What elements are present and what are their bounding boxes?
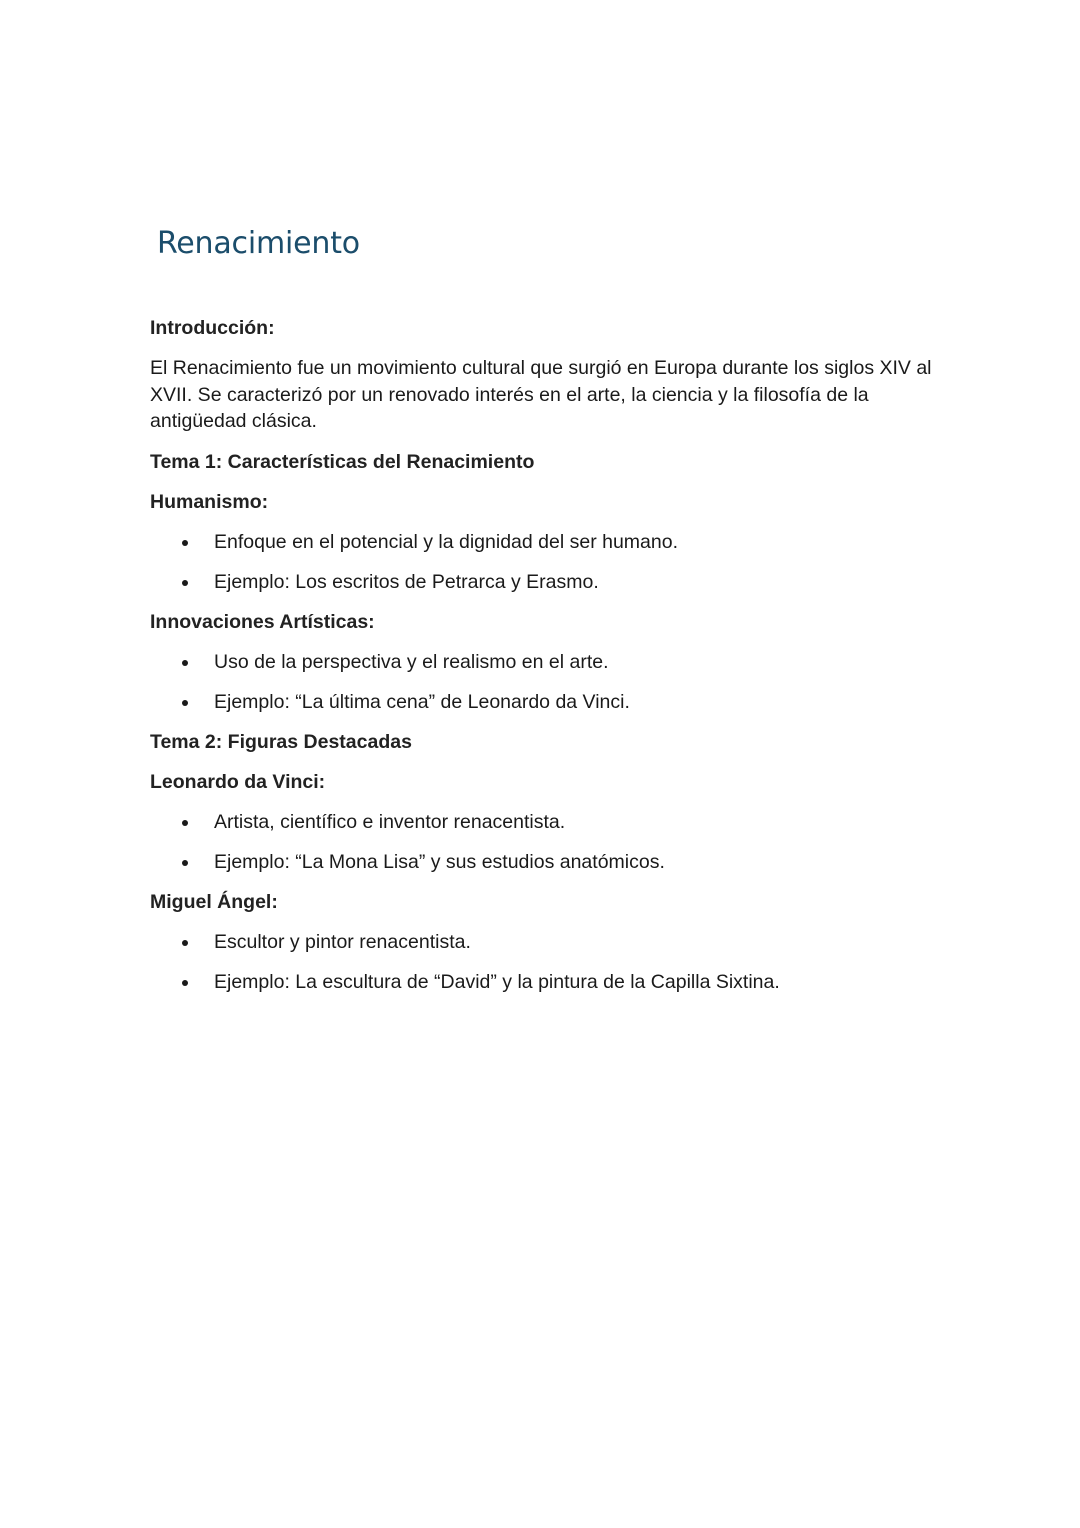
- list-item-text: Uso de la perspectiva y el realismo en el arte.: [214, 650, 609, 673]
- list-item: [150, 689, 950, 715]
- list-item: [150, 969, 950, 995]
- innovaciones-heading: Innovaciones Artísticas:: [150, 610, 375, 633]
- theme2-heading: Tema 2: Figuras Destacadas: [150, 730, 412, 753]
- list-item: [150, 809, 950, 835]
- list-item: [150, 569, 950, 595]
- miguel-heading: Miguel Ángel:: [150, 890, 278, 913]
- leonardo-list: [150, 809, 950, 875]
- theme1-heading: Tema 1: Características del Renacimiento: [150, 450, 535, 473]
- document-title: Renacimiento: [157, 226, 360, 261]
- list-item-text: Escultor y pintor renacentista.: [214, 930, 471, 953]
- bullet-icon: [182, 580, 188, 586]
- bullet-icon: [182, 820, 188, 826]
- bullet-icon: [182, 660, 188, 666]
- list-item-text: Enfoque en el potencial y la dignidad del ser humano.: [214, 530, 678, 553]
- bullet-icon: [182, 940, 188, 946]
- innovaciones-list: [150, 649, 950, 715]
- miguel-list: [150, 929, 950, 995]
- humanismo-heading: Humanismo:: [150, 490, 269, 513]
- bullet-icon: [182, 980, 188, 986]
- intro-heading: Introducción:: [150, 317, 275, 339]
- leonardo-heading: Leonardo da Vinci:: [150, 770, 326, 793]
- humanismo-list: [150, 529, 950, 595]
- list-item-text: Ejemplo: “La Mona Lisa” y sus estudios anatómicos.: [214, 850, 665, 873]
- list-item-text: Ejemplo: La escultura de “David” y la pintura de la Capilla Sixtina.: [214, 970, 780, 993]
- list-item-text: Artista, científico e inventor renacentista.: [214, 810, 566, 833]
- document-body: [150, 315, 950, 995]
- list-item: [150, 649, 950, 675]
- bullet-icon: [182, 540, 188, 546]
- list-item-text: Ejemplo: Los escritos de Petrarca y Erasmo.: [214, 570, 599, 593]
- bullet-icon: [182, 860, 188, 866]
- list-item: [150, 529, 950, 555]
- list-item-text: Ejemplo: “La última cena” de Leonardo da Vinci.: [214, 690, 630, 713]
- bullet-icon: [182, 700, 188, 706]
- list-item: [150, 849, 950, 875]
- intro-paragraph: El Renacimiento fue un movimiento cultural que surgió en Europa durante los siglos XIV al XVII. Se caracterizó por un renovado interés en el arte, la ciencia y la filosofía de la antigüedad clásica.: [150, 357, 932, 432]
- list-item: [150, 929, 950, 955]
